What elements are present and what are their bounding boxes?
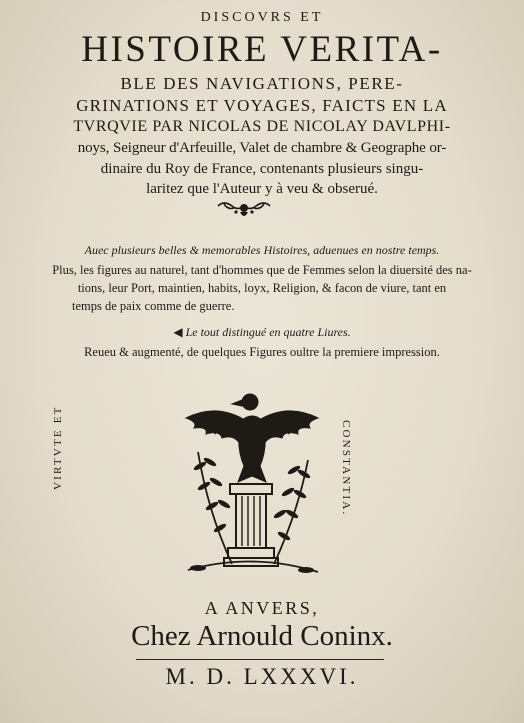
description-line-1: Auec plusieurs belles & memorables Histoires, aduenues en nostre temps. — [84, 243, 440, 257]
imprint-year: M. D. LXXXVI. — [165, 664, 359, 689]
description-line-5 — [0, 325, 524, 340]
description-line-3: tions, leur Port, maintien, habits, loyx, Religion, & facon de viure, tant en — [77, 281, 447, 295]
title-line-3: BLE DES NAVIGATIONS, PERE- — [120, 74, 404, 93]
imprint-printer: Chez Arnould Coninx. — [131, 620, 393, 652]
title-line-4: GRINATIONS ET VOYAGES, FAICTS EN LA — [76, 96, 448, 115]
title-line-5: TVRQVIE PAR NICOLAS DE NICOLAY DAVLPHI- — [73, 118, 451, 135]
description-line-4: temps de paix comme de guerre. — [72, 299, 235, 313]
title-line-1: DISCOVRS ET — [200, 10, 324, 25]
description-line-2: Plus, les figures au naturel, tant d'hommes que de Femmes selon la diuersité des na- — [52, 263, 472, 277]
imprint-place: A ANVERS, — [204, 598, 320, 618]
title-line-7: dinaire du Roy de France, contenants plusieurs singu- — [100, 161, 424, 177]
eagle-on-column-printers-device-icon — [168, 382, 336, 586]
description-line-5-text: Le tout distingué en quatre Liures. — [185, 325, 351, 339]
description-line-6: Reueu & augmenté, de quelques Figures oultre la premiere impression. — [84, 345, 440, 359]
title-line-6: noys, Seigneur d'Arfeuille, Valet de chambre & Geographe or- — [77, 140, 447, 156]
motto-left: VIRTVTE ET — [52, 405, 64, 490]
title-line-8: laritez que l'Auteur y à veu & obserué. — [146, 181, 378, 197]
fleuron-ornament-icon — [214, 198, 274, 222]
imprint-divider — [136, 659, 384, 660]
title-line-2: HISTOIRE VERITA- — [81, 29, 443, 70]
motto-right: CONSTANTIA. — [340, 420, 352, 517]
hand-pointer-icon: ◀ — [173, 325, 186, 339]
